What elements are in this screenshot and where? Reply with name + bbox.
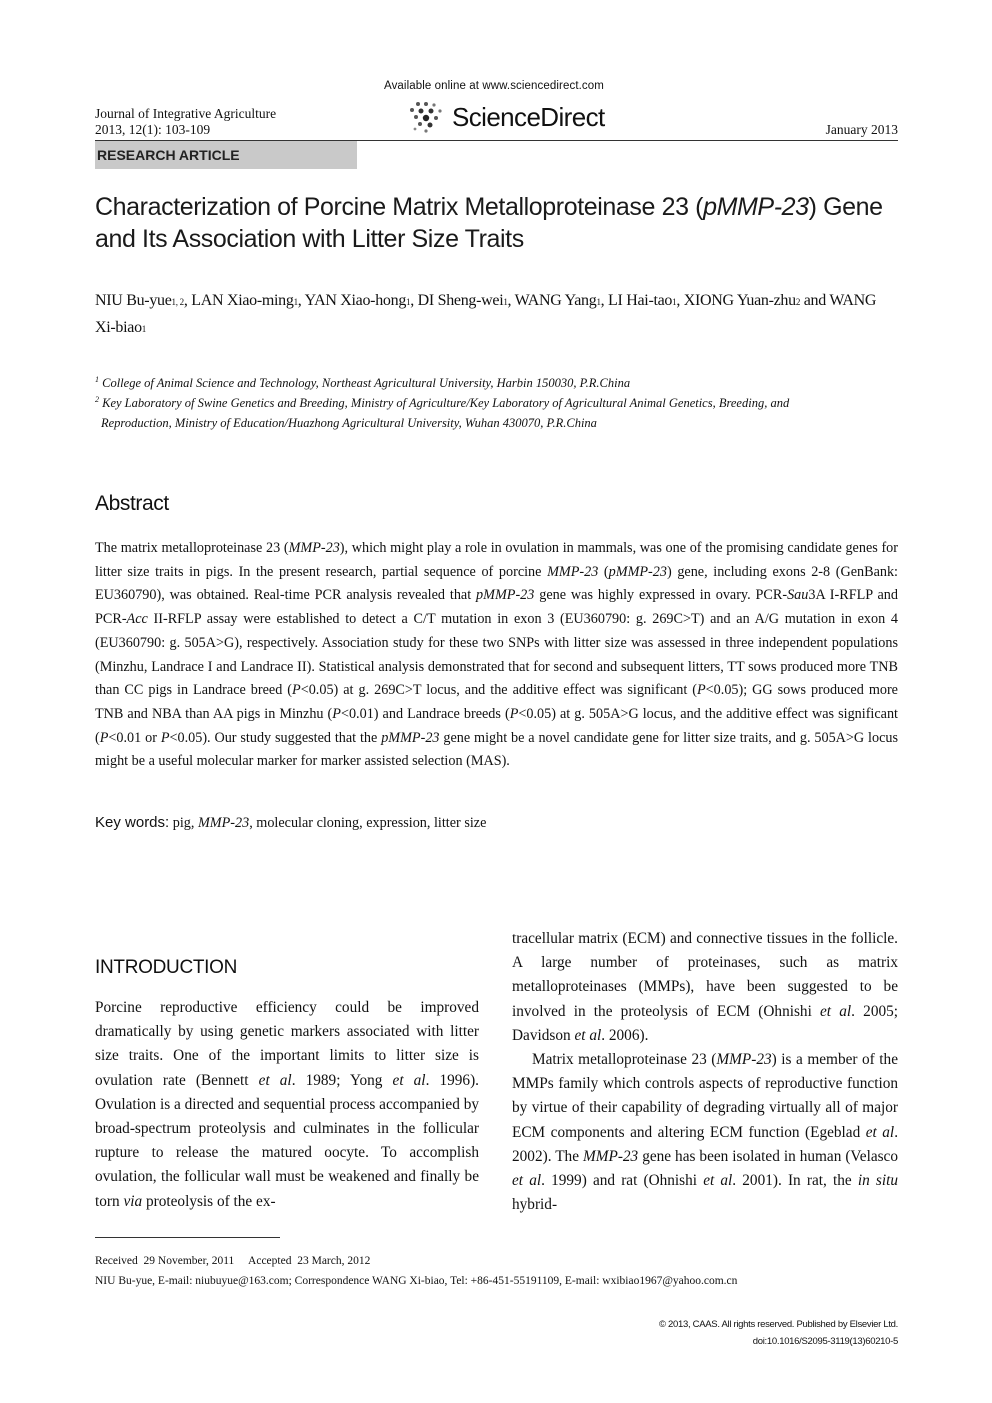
author-separator: ,	[676, 292, 684, 309]
text-run: <0.05). Our study suggested that the	[169, 729, 382, 746]
author-name: YAN Xiao-hong	[304, 292, 407, 309]
italic-text: pMMP-23	[476, 587, 535, 604]
text-run: gene has been isolated in human (Velasco	[638, 1147, 898, 1165]
affiliation-2	[95, 390, 900, 433]
italic-text: P	[292, 682, 301, 699]
introduction-column-1	[95, 996, 479, 1214]
text-run: , molecular cloning, expression, litter size	[249, 815, 487, 831]
text-run: . 1989; Yong	[291, 1071, 393, 1089]
italic-text: P	[160, 729, 170, 746]
title-part2: ) Gene and Its Association with Litter Size Traits	[95, 193, 883, 253]
affiliation-number: 2	[95, 395, 99, 404]
text-run: hybrid-	[512, 1196, 558, 1214]
author-name: NIU Bu-yue	[95, 292, 172, 309]
text-run: II-RFLP assay were established to detect a C/T mutation in exon 3 (EU360790: g. 269C>T) and an A/G mutation in exon 4 (EU360790: g. 505A>G), respectively. Association study for these two SNPs with litter size was assessed in three independent populations (Minzhu, Landrace I and Landrace II). Statistical analysis demonstrated that for second and subsequent litters, TT sows produced more TNB than CC pigs in Landrace breed (	[95, 611, 898, 699]
italic-text: MMP-23	[197, 815, 250, 831]
text-run: <0.01 or	[108, 729, 161, 746]
journal-name: Journal of Integrative Agriculture	[95, 106, 277, 121]
author-name: DI Sheng-wei	[417, 292, 504, 309]
keywords-label: Key words:	[95, 814, 170, 831]
article-type-label: RESEARCH ARTICLE	[97, 147, 240, 163]
abstract-body	[95, 537, 898, 774]
author-affiliation-number: 1	[672, 297, 677, 307]
sciencedirect-header	[384, 80, 624, 132]
text-run: gene might be a novel candidate gene for litter size traits, and g. 505A>G locus might be a useful molecular marker for marker assisted selection (MAS).	[95, 729, 898, 770]
author-affiliation-number: 1	[596, 297, 601, 307]
text-run: gene was highly expressed in ovary. PCR-	[534, 587, 788, 604]
author-affiliation-number: 1	[293, 297, 298, 307]
abstract-heading: Abstract	[95, 492, 169, 515]
italic-text: et al	[512, 1172, 542, 1190]
title-gene: pMMP-23	[703, 193, 809, 221]
author-name: LI Hai-tao	[608, 292, 673, 309]
italic-text: et al	[574, 1026, 602, 1044]
introduction-heading: INTRODUCTION	[95, 957, 238, 978]
italic-text: et al	[865, 1123, 895, 1141]
author-separator: ,	[410, 292, 418, 309]
footnote-rule	[95, 1237, 280, 1238]
author-separator: ,	[600, 292, 609, 309]
italic-text: et al	[392, 1071, 426, 1089]
author-name: WANG Xi-biao	[95, 292, 877, 336]
affiliation-text: Key Laboratory of Swine Genetics and Breeding, Ministry of Agriculture/Key Laboratory of Agricultural Animal Genetics, Breeding, and	[102, 396, 790, 411]
italic-text: MMP-23	[582, 1147, 639, 1165]
keywords	[95, 814, 486, 832]
sciencedirect-brand: ScienceDirect	[452, 102, 605, 132]
text-run: 3A I-RFLP and PCR-	[95, 587, 898, 628]
italic-text: MMP-23	[547, 563, 599, 580]
italic-text: et al	[258, 1071, 292, 1089]
author-affiliation-number: 2	[795, 297, 801, 307]
italic-text: MMP-23	[288, 540, 340, 556]
text-run: tracellular matrix (ECM) and connective tissues in the follicle. A large number of proteinases, such as matrix metalloproteinases (MMPs), have been suggested to be involved in the proteolysis of ECM (Ohnishi	[512, 930, 898, 1020]
text-run: pig,	[169, 815, 198, 831]
italic-text: Sau	[787, 587, 809, 604]
paragraph	[512, 927, 898, 1048]
text-run: . 1996). Ovulation is a directed and sequential process accompanied by broad-spectrum proteolysis and culminates in the follicular rupture to release the matured oocyte. To accomplish ovulation, the follicular wall must be weakened and finally be torn	[95, 1071, 479, 1210]
text-run: The matrix metalloproteinase 23 (	[95, 540, 289, 556]
text-run: ), which might play a role in ovulation in mammals, was one of the promising candidate genes for litter size traits in pigs. In the present research, partial sequence of porcine	[95, 540, 898, 580]
paragraph	[512, 1048, 898, 1217]
text-run: . 2005; Davidson	[512, 1002, 899, 1044]
text-run: proteolysis of the ex-	[142, 1192, 276, 1210]
keywords-list	[169, 815, 486, 831]
italic-text: Acc	[126, 611, 148, 628]
doi[interactable]: doi:10.1016/S2095-3119(13)60210-5	[752, 1336, 898, 1347]
italic-text: pMMP-23	[381, 729, 440, 746]
italic-text: via	[123, 1192, 143, 1210]
italic-text: MMP-23	[716, 1051, 772, 1069]
author-separator: ,	[297, 292, 305, 309]
journal-info	[95, 106, 276, 138]
available-online-text[interactable]: Available online at www.sciencedirect.com	[384, 80, 604, 92]
text-run: <0.05) at g. 505A>G locus, and the additive effect was significant (	[95, 705, 898, 746]
issue-date: January 2013	[825, 122, 898, 137]
text-run: Porcine reproductive efficiency could be improved dramatically by using genetic markers associated with litter size traits. One of the important limits to litter size is ovulation rate (Bennett	[95, 999, 479, 1089]
author-separator: ,	[507, 292, 515, 309]
text-run: <0.01) and Landrace breeds (	[340, 705, 510, 722]
introduction-column-2	[512, 927, 898, 1217]
italic-text: pMMP-23	[608, 563, 667, 580]
contact-info: NIU Bu-yue, E-mail: niubuyue@163.com; Correspondence WANG Xi-biao, Tel: +86-451-55191109, E-mail: wxibiao1967@yahoo.com.cn	[95, 1275, 738, 1287]
title-part1: Characterization of Porcine Matrix Metalloproteinase 23 (	[95, 193, 704, 221]
text-run: (	[598, 563, 609, 580]
italic-text: P	[509, 705, 519, 722]
text-run: . 2006).	[601, 1026, 649, 1044]
italic-text: et al	[703, 1172, 733, 1190]
author-list	[95, 287, 900, 341]
italic-text: in situ	[857, 1172, 898, 1190]
copyright-notice: © 2013, CAAS. All rights reserved. Published by Elsevier Ltd.	[659, 1319, 898, 1330]
author-name: WANG Yang	[514, 292, 597, 309]
footnotes	[95, 1251, 737, 1291]
text-run: ) is a member of the MMPs family which controls aspects of reproductive function by virtue of their capability of degrading virtually all of major ECM components and altering ECM function (Egeblad	[512, 1051, 899, 1141]
text-run: Matrix metalloproteinase 23 (	[532, 1051, 717, 1069]
italic-text: P	[697, 682, 706, 699]
author-separator: and	[800, 292, 830, 309]
author-name: LAN Xiao-ming	[191, 292, 294, 309]
copyright-block	[659, 1316, 898, 1350]
affiliation-text: College of Animal Science and Technology, Northeast Agricultural University, Harbin 150030, P.R.China	[102, 376, 631, 391]
italic-text: et al	[820, 1002, 852, 1020]
author-name: XIONG Yuan-zhu	[683, 292, 796, 309]
author-separator: ,	[183, 292, 192, 309]
journal-citation: 2013, 12(1): 103-109	[95, 122, 211, 137]
author-affiliation-number: 1, 2	[171, 297, 184, 307]
author-affiliation-number: 1	[141, 324, 146, 334]
author-affiliation-number: 1	[503, 297, 508, 307]
affiliation-text-cont: Reproduction, Ministry of Education/Huazhong Agricultural University, Wuhan 430070, P.R.China	[101, 416, 597, 431]
text-run: . 1999) and rat (Ohnishi	[541, 1172, 704, 1190]
italic-text: P	[332, 705, 341, 722]
text-run: ) gene, including exons 2-8 (GenBank: EU360790), was obtained. Real-time PCR analysis revealed that	[95, 563, 898, 604]
text-run: <0.05) at g. 269C>T locus, and the additive effect was significant (	[300, 682, 697, 699]
received-dates: Received 29 November, 2011 Accepted 23 March, 2012	[95, 1255, 371, 1267]
italic-text: P	[99, 729, 109, 746]
text-run: . 2002). The	[512, 1123, 899, 1165]
affiliation-number: 1	[95, 375, 99, 384]
text-run: . 2001). In rat, the	[732, 1172, 858, 1190]
author-affiliation-number: 1	[406, 297, 411, 307]
sciencedirect-logo-icon	[398, 96, 450, 136]
article-title	[95, 191, 905, 255]
text-run: <0.05); GG sows produced more TNB and NBA than AA pigs in Minzhu (	[95, 682, 898, 722]
